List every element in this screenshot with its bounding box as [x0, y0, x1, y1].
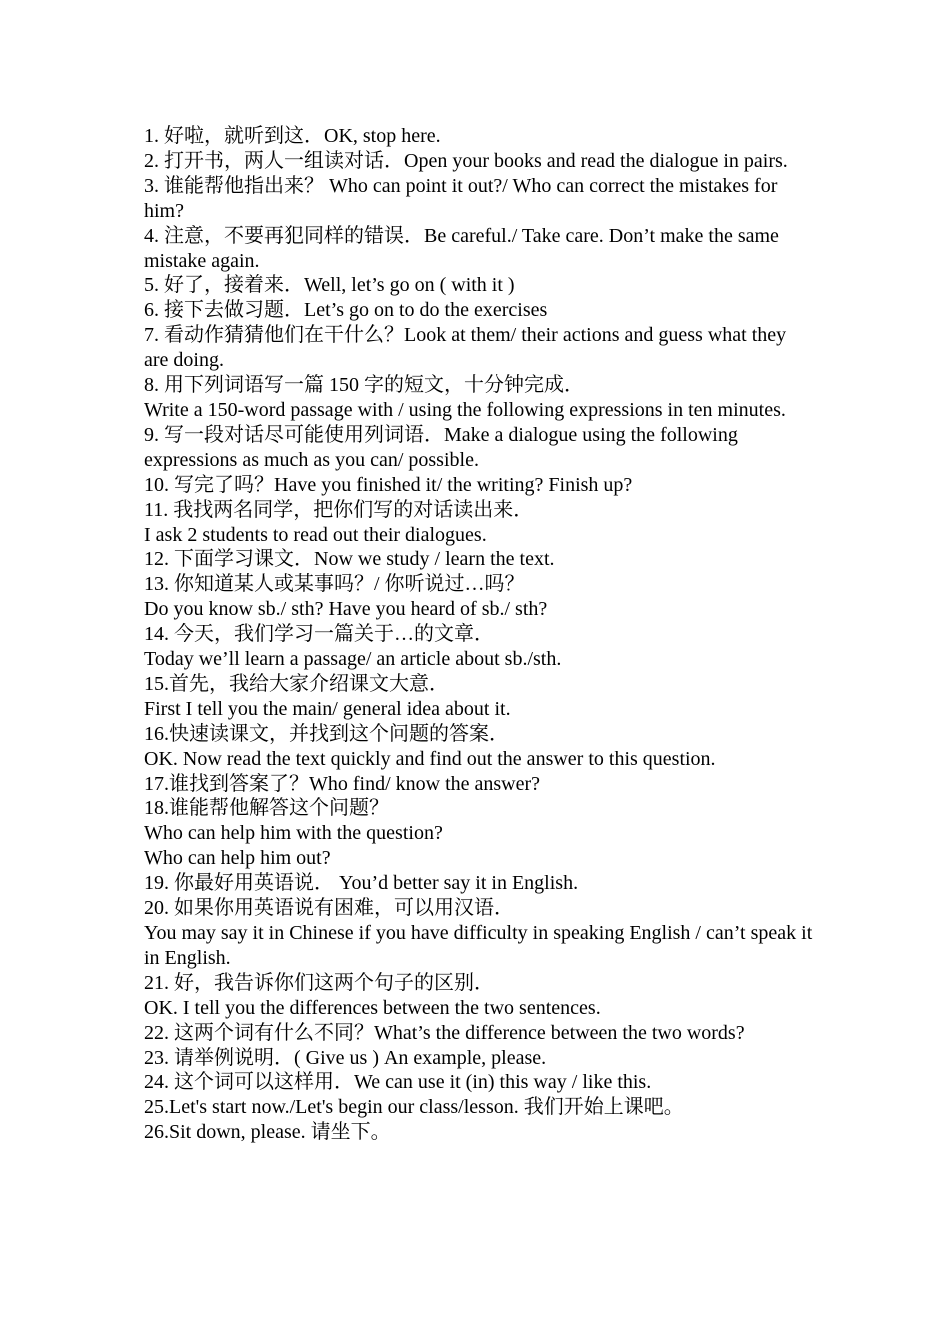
text-line: 17.谁找到答案了？Who find/ know the answer? [144, 772, 541, 795]
text-line: 12. 下面学习课文．Now we study / learn the text. [144, 548, 555, 571]
text-line: 6. 接下去做习题．Let’s go on to do the exercises [144, 299, 548, 322]
text-line: I ask 2 students to read out their dialogues. [144, 523, 487, 546]
text-line: 22. 这两个词有什么不同？What’s the difference between the two words? [144, 1021, 745, 1044]
text-line: 1. 好啦，就听到这．OK, stop here. [144, 125, 441, 147]
text-line: Write a 150-word passage with / using the following expressions in ten minutes. [144, 398, 786, 421]
text-line: 19. 你最好用英语说． You’d better say it in English. [144, 872, 579, 895]
text-line: Who can help him with the question? [144, 822, 443, 845]
text-line: 10. 写完了吗？Have you finished it/ the writing? Finish up? [144, 473, 633, 496]
text-line: First I tell you the main/ general idea about it. [144, 697, 511, 720]
text-line: 4. 注意，不要再犯同样的错误．Be careful./ Take care. Don’t make the same mistake again. [144, 224, 779, 272]
text-line: 16.快速读课文，并找到这个问题的答案． [144, 722, 509, 745]
text-line: 2. 打开书，两人一组读对话．Open your books and read the dialogue in pairs. [144, 149, 788, 172]
text-line: You may say it in Chinese if you have difficulty in speaking English / can’t speak it in English. [144, 922, 813, 969]
text-line: 5. 好了，接着来．Well, let’s go on ( with it ) [144, 274, 515, 297]
text-line: 26.Sit down, please. 请坐下。 [144, 1121, 391, 1144]
document-page [144, 124, 814, 1145]
text-line: 3. 谁能帮他指出来？ Who can point it out?/ Who can correct the mistakes for him? [144, 174, 778, 222]
text-line: 21. 好，我告诉你们这两个句子的区别． [144, 971, 494, 994]
text-line: 23. 请举例说明．( Give us ) An example, please. [144, 1046, 547, 1069]
text-line: Do you know sb./ sth? Have you heard of sb./ sth? [144, 598, 548, 621]
text-line: 13. 你知道某人或某事吗？/ 你听说过…吗？ [144, 573, 525, 596]
text-line: OK. Now read the text quickly and find out the answer to this question. [144, 747, 716, 770]
text-line: 20. 如果你用英语说有困难，可以用汉语． [144, 897, 514, 920]
text-line: Today we’ll learn a passage/ an article about sb./sth. [144, 648, 562, 671]
text-line: 7. 看动作猜猜他们在干什么？Look at them/ their actions and guess what they are doing. [144, 324, 787, 372]
text-line: 11. 我找两名同学，把你们写的对话读出来． [144, 498, 534, 521]
text-line: 24. 这个词可以这样用．We can use it (in) this way / like this. [144, 1071, 652, 1094]
text-line: 14. 今天，我们学习一篇关于…的文章． [144, 623, 494, 646]
text-line: 8. 用下列词语写一篇 150 字的短文，十分钟完成． [144, 374, 584, 397]
text-line: 25.Let's start now./Let's begin our class/lesson. 我们开始上课吧。 [144, 1096, 684, 1119]
text-line: 9. 写一段对话尽可能使用列词语．Make a dialogue using the following expressions as much as you can/ possible. [144, 423, 738, 471]
text-line: 15.首先，我给大家介绍课文大意． [144, 672, 449, 695]
text-line: 18.谁能帮他解答这个问题？ [144, 797, 389, 820]
text-line: OK. I tell you the differences between the two sentences. [144, 996, 601, 1019]
text-line: Who can help him out? [144, 847, 331, 870]
